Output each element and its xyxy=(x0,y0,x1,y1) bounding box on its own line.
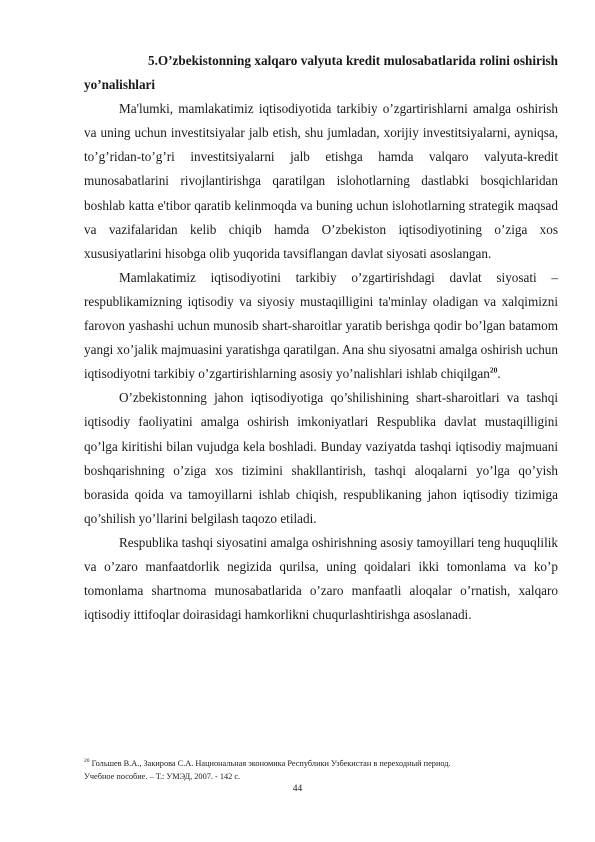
page-body xyxy=(84,49,558,627)
section-number: 5. xyxy=(148,53,158,68)
paragraph-4: Respublika tashqi siyosatini amalga oshirishning asosiy tamoyillari teng huquqlilik va o’zaro manfaatdorlik negizida qurilsa, uning qoidalari ikki tomonlama va ko’p tomonlama shartnoma munosabatlarida o’zaro manfaatli aloqalar o’rnatish, xalqaro iqtisodiy ittifoqlar doirasidagi hamkorlikni chuqurlashtirishga asoslanadi. xyxy=(84,534,558,623)
paragraph-2-text: Mamlakatimiz iqtisodiyotini tarkibiy o’zgartirishdagi davlat siyosati – respublikamizning iqtisodiy va siyosiy mustaqilligini ta'minlay oladigan va xalqimizni farovon yashashi uchun munosib shart-sharoitlar yaratib berishga qodir bo’lgan batamom yangi xo’jalik majmuasini yaratishga qaratilgan. Ana shu siyosatni amalga oshirish uchun iqtisodiyotni tarkibiy o’zgartirishlarning asosiy yo’nalishlari ishlab chiqilgan xyxy=(84,269,558,382)
footnote-reference[interactable]: 20 xyxy=(489,365,498,375)
page-number: 44 xyxy=(292,784,303,794)
footnote-line-1 xyxy=(84,758,558,771)
footnote-line-2: Учебное пособие. – Т.: УМЭД, 2007. - 142 с. xyxy=(84,771,241,781)
section-title: O’zbekistonning xalqaro valyuta kredit mulosabatlarida rolini oshirish yo’nalishlari xyxy=(84,53,558,93)
paragraph-1: Ma'lumki, mamlakatimiz iqtisodiyotida tarkibiy o’zgartirishlarni amalga oshirish va uning uchun investitsiyalar jalb etish, shu jumladan, xorijiy investitsiyalarni, ayniqsa, to’g’ridan-to’g’ri investitsiyalarni jalb etishga hamda valqaro valyuta-kredit munosabatlarini rivojlantirishga qaratilgan islohotlarning dastlabki bosqichlaridan boshlab katta e'tibor qaratib kelinmoqda va buning uchun islohotlarning strategik maqsad va vazifalaridan kelib chiqib hamda O’zbekiston iqtisodiyotining o’ziga xos xususiyatlarini hisobga olib yuqorida tavsiflangan davlat siyosati asoslangan. xyxy=(84,101,558,261)
footnote-marker: 20 xyxy=(84,758,90,765)
paragraph-3: O’zbekistonning jahon iqtisodiyotiga qo’shilishining shart-sharoitlari va tashqi iqtisodiy faoliyatini amalga oshirish imkoniyatlari Respublika davlat mustaqilligini qo’lga kiritishi bilan vujudga kela boshladi. Bunday vaziyatda tashqi iqtisodiy majmuani boshqarishning o’ziga xos tizimini shakllantirish, tashqi aloqalarni yo’lga qo’yish borasida qoida va tamoyillarni ishlab chiqish, respublikaning jahon iqtisodiy tizimiga qo’shilish yo’llarini belgilash taqozo etiladi. xyxy=(84,390,558,526)
footnote xyxy=(84,758,558,783)
section-heading xyxy=(84,49,558,97)
footnote-text-1: Гольшев В.А., Закирова С.А. Национальная экономика Республики Узбекистан в переходный период. xyxy=(91,759,451,768)
paragraph-2-end: . xyxy=(497,366,501,382)
paragraph-2 xyxy=(84,266,558,386)
